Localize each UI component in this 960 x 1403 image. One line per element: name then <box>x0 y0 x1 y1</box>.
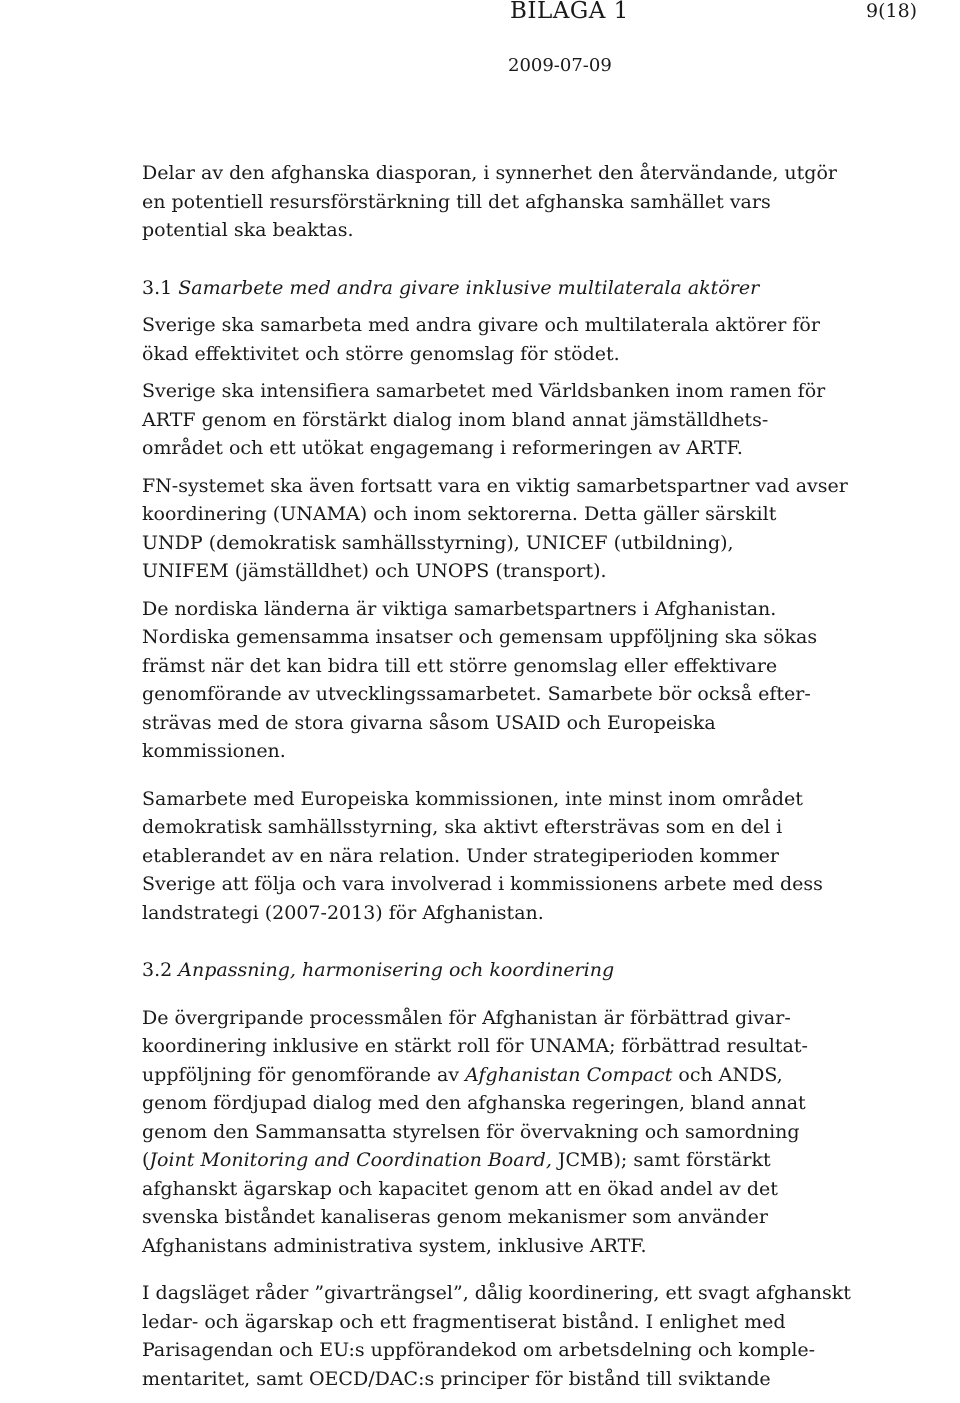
text-line: svenska biståndet kanaliseras genom mekanismer som använder <box>142 1206 768 1228</box>
italic-term: Joint Monitoring and Coordination Board, <box>149 1149 552 1171</box>
text-line: Afghanistans administrativa system, inklusive ARTF. <box>142 1234 647 1257</box>
paragraph-diaspora <box>142 159 862 245</box>
text-line: Parisagendan och EU:s uppförandekod om arbetsdelning och komple- <box>142 1339 816 1361</box>
text-line: genom den Sammansatta styrelsen för övervakning och samordning <box>142 1120 800 1143</box>
text-line: ARTF genom en förstärkt dialog inom bland annat jämställdhets- <box>142 408 769 431</box>
text-line: kommissionen. <box>142 740 286 762</box>
section-heading-3-1 <box>142 274 862 303</box>
text-line: genom fördjupad dialog med den afghanska regeringen, bland annat <box>142 1092 806 1114</box>
text-line: etablerandet av en nära relation. Under strategiperioden kommer <box>142 844 779 867</box>
text-line: UNDP (demokratisk samhällsstyrning), UNICEF (utbildning), <box>142 531 734 554</box>
paragraph-eu-commission <box>142 785 862 928</box>
text-run: ( <box>142 1149 150 1171</box>
text-run: JCMB); samt förstärkt <box>551 1149 771 1171</box>
text-line: FN-systemet ska även fortsatt vara en viktig samarbetspartner vad avser <box>142 474 848 497</box>
text-line: mentaritet, samt OECD/DAC:s principer för bistånd till sviktande <box>142 1367 771 1390</box>
text-line: UNIFEM (jämställdhet) och UNOPS (transport). <box>142 560 607 582</box>
text-line: genomförande av utvecklingssamarbetet. Samarbete bör också efter- <box>142 683 811 705</box>
italic-term: Afghanistan Compact <box>465 1063 673 1086</box>
text-line: I dagsläget råder ”givarträngsel”, dålig koordinering, ett svagt afghanskt <box>142 1282 851 1304</box>
document-label: BILAGA 1 <box>510 0 629 24</box>
text-line: Delar av den afghanska diasporan, i synnerhet den återvändande, utgör <box>142 162 837 184</box>
paragraph-world-bank <box>142 377 862 463</box>
text-line: koordinering (UNAMA) och inom sektorerna. Detta gäller särskilt <box>142 503 777 525</box>
text-line: potential ska beaktas. <box>142 219 354 241</box>
text-line: Sverige att följa och vara involverad i kommissionens arbete med dess <box>142 873 823 895</box>
paragraph-process-goals <box>142 1004 862 1261</box>
text-run: och ANDS, <box>672 1063 783 1086</box>
section-number: 3.2 <box>142 959 173 981</box>
page-number: 9(18) <box>866 0 918 22</box>
text-line: De övergripande processmålen för Afghanistan är förbättrad givar- <box>142 1006 791 1029</box>
document-body <box>142 159 862 1393</box>
section-heading-3-2 <box>142 956 862 985</box>
text-line: koordinering inklusive en stärkt roll för UNAMA; förbättrad resultat- <box>142 1035 808 1057</box>
text-line: ökad effektivitet och större genomslag för stödet. <box>142 342 620 365</box>
text-line <box>142 1146 862 1175</box>
section-title: Samarbete med andra givare inklusive multilaterala aktörer <box>172 276 760 299</box>
text-line: afghanskt ägarskap och kapacitet genom att en ökad andel av det <box>142 1177 778 1200</box>
section-number: 3.1 <box>142 276 173 299</box>
text-run: uppföljning för genomförande av <box>142 1063 466 1086</box>
text-line: strävas med de stora givarna såsom USAID och Europeiska <box>142 711 716 734</box>
text-line: demokratisk samhällsstyrning, ska aktivt eftersträvas som en del i <box>142 816 783 838</box>
text-line: främst när det kan bidra till ett större genomslag eller effektivare <box>142 654 778 677</box>
text-line: Nordiska gemensamma insatser och gemensam uppföljning ska sökas <box>142 626 818 648</box>
text-line: Sverige ska intensifiera samarbetet med Världsbanken inom ramen för <box>142 380 826 402</box>
document-date: 2009-07-09 <box>508 55 612 76</box>
section-title: Anpassning, harmonisering och koordinering <box>172 959 615 981</box>
text-line: området och ett utökat engagemang i reformeringen av ARTF. <box>142 437 743 459</box>
paragraph-cooperation <box>142 311 862 368</box>
text-line: De nordiska länderna är viktiga samarbetspartners i Afghanistan. <box>142 597 777 620</box>
text-line: landstrategi (2007-2013) för Afghanistan. <box>142 901 544 924</box>
paragraph-un-system <box>142 472 862 586</box>
text-line: en potentiell resursförstärkning till det afghanska samhället vars <box>142 190 771 213</box>
text-line: ledar- och ägarskap och ett fragmentiserat bistånd. I enlighet med <box>142 1310 786 1333</box>
text-line: Samarbete med Europeiska kommissionen, inte minst inom området <box>142 787 803 810</box>
paragraph-nordic <box>142 595 862 766</box>
text-line: Sverige ska samarbeta med andra givare och multilaterala aktörer för <box>142 314 820 336</box>
paragraph-donor-congestion <box>142 1279 862 1393</box>
text-line <box>142 1061 862 1090</box>
